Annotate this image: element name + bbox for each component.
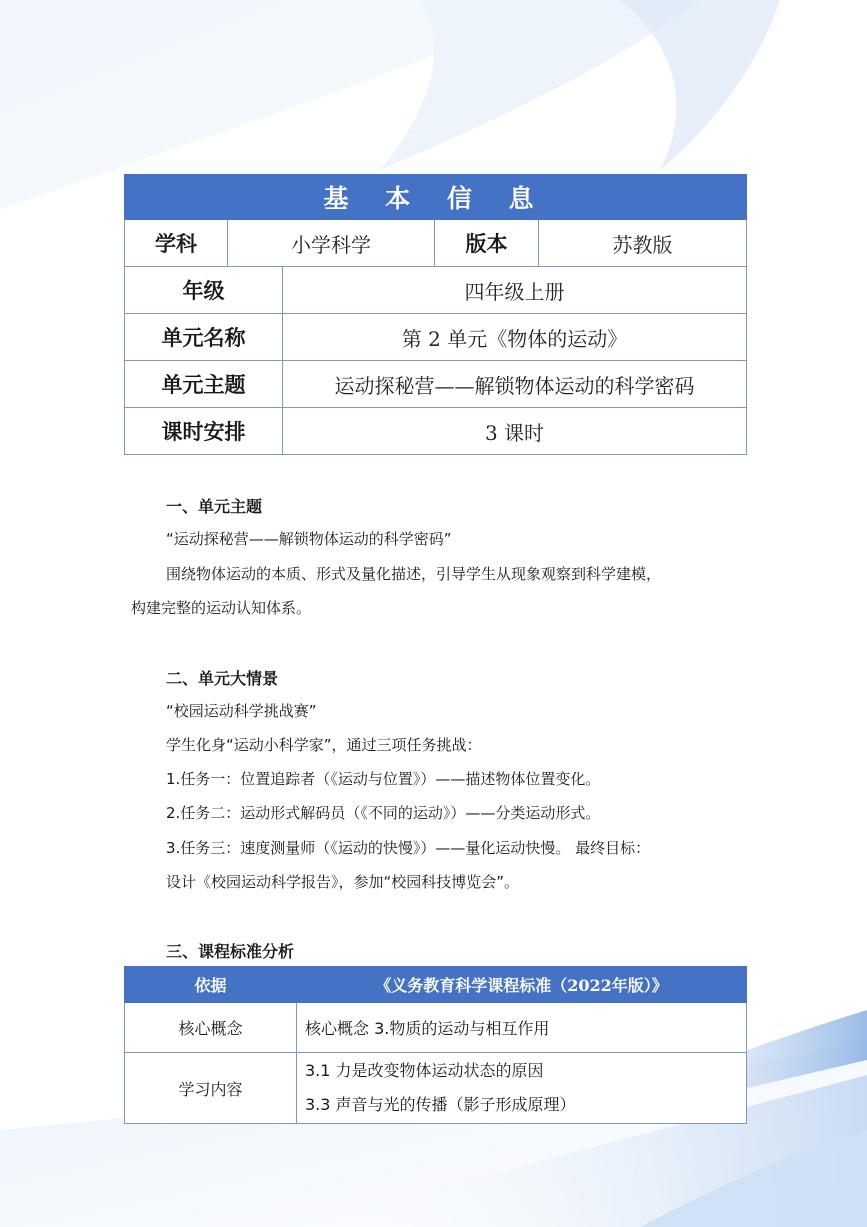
- section2-task2: 2.任务二：运动形式解码员（《不同的运动》）——分类运动形式。: [166, 804, 601, 822]
- section2-goal: 设计《校园运动科学报告》，参加“校园科技博览会”。: [166, 873, 520, 891]
- schedule-value: 3 课时: [283, 408, 747, 455]
- unit-theme-label: 单元主题: [125, 361, 283, 408]
- edition-value: 苏教版: [539, 220, 747, 267]
- section1-quote: “运动探秘营——解锁物体运动的科学密码”: [166, 530, 452, 548]
- section2-intro: 学生化身“运动小科学家”，通过三项任务挑战：: [166, 736, 482, 754]
- unit-theme-value: 运动探秘营——解锁物体运动的科学密码: [283, 361, 747, 408]
- standard-row-core-concept: [125, 1003, 747, 1053]
- learning-content-value: [297, 1053, 747, 1124]
- section1-heading: 一、单元主题: [166, 497, 263, 516]
- subject-label: 学科: [125, 220, 228, 267]
- section2-task1: 1.任务一：位置追踪者（《运动与位置》）——描述物体位置变化。: [166, 770, 601, 788]
- section2-quote: “校园运动科学挑战赛”: [166, 702, 317, 720]
- unit-name-label: 单元名称: [125, 314, 283, 361]
- basic-info-header-row: [125, 175, 747, 220]
- section2-task3: 3.任务三：速度测量师（《运动的快慢》）——量化运动快慢。 最终目标：: [166, 839, 651, 857]
- section1-para-line2: 构建完整的运动认知体系。: [131, 599, 312, 617]
- subject-value: 小学科学: [228, 220, 435, 267]
- learning-content-line2: 3.3 声音与光的传播（影子形成原理）: [305, 1095, 576, 1114]
- learning-content-label: 学习内容: [125, 1053, 297, 1124]
- unit-name-value: 第 2 单元《物体的运动》: [283, 314, 747, 361]
- grade-row: [125, 267, 747, 314]
- basic-info-title: 基 本 信 息: [125, 175, 747, 220]
- core-concept-label: 核心概念: [125, 1003, 297, 1053]
- section2-heading: 二、单元大情景: [166, 669, 279, 688]
- learning-content-line1: 3.1 力是改变物体运动状态的原因: [305, 1061, 544, 1080]
- section1-para-line1: 围绕物体运动的本质、形式及量化描述，引导学生从现象观察到科学建模，: [166, 565, 662, 583]
- edition-label: 版本: [435, 220, 539, 267]
- schedule-label: 课时安排: [125, 408, 283, 455]
- standard-col1-header: 依据: [125, 967, 297, 1003]
- section3-heading: 三、课程标准分析: [166, 942, 295, 961]
- standard-row-learning-content: [125, 1053, 747, 1124]
- schedule-row: [125, 408, 747, 455]
- grade-value: 四年级上册: [283, 267, 747, 314]
- subject-row: [125, 220, 747, 267]
- curriculum-standard-table: [124, 966, 747, 1124]
- basic-info-table: [124, 174, 747, 455]
- core-concept-value: 核心概念 3.物质的运动与相互作用: [297, 1003, 747, 1053]
- grade-label: 年级: [125, 267, 283, 314]
- unit-theme-row: [125, 361, 747, 408]
- unit-name-row: [125, 314, 747, 361]
- standard-header-row: [125, 967, 747, 1003]
- standard-col2-header: 《义务教育科学课程标准（2022年版）》: [297, 967, 747, 1003]
